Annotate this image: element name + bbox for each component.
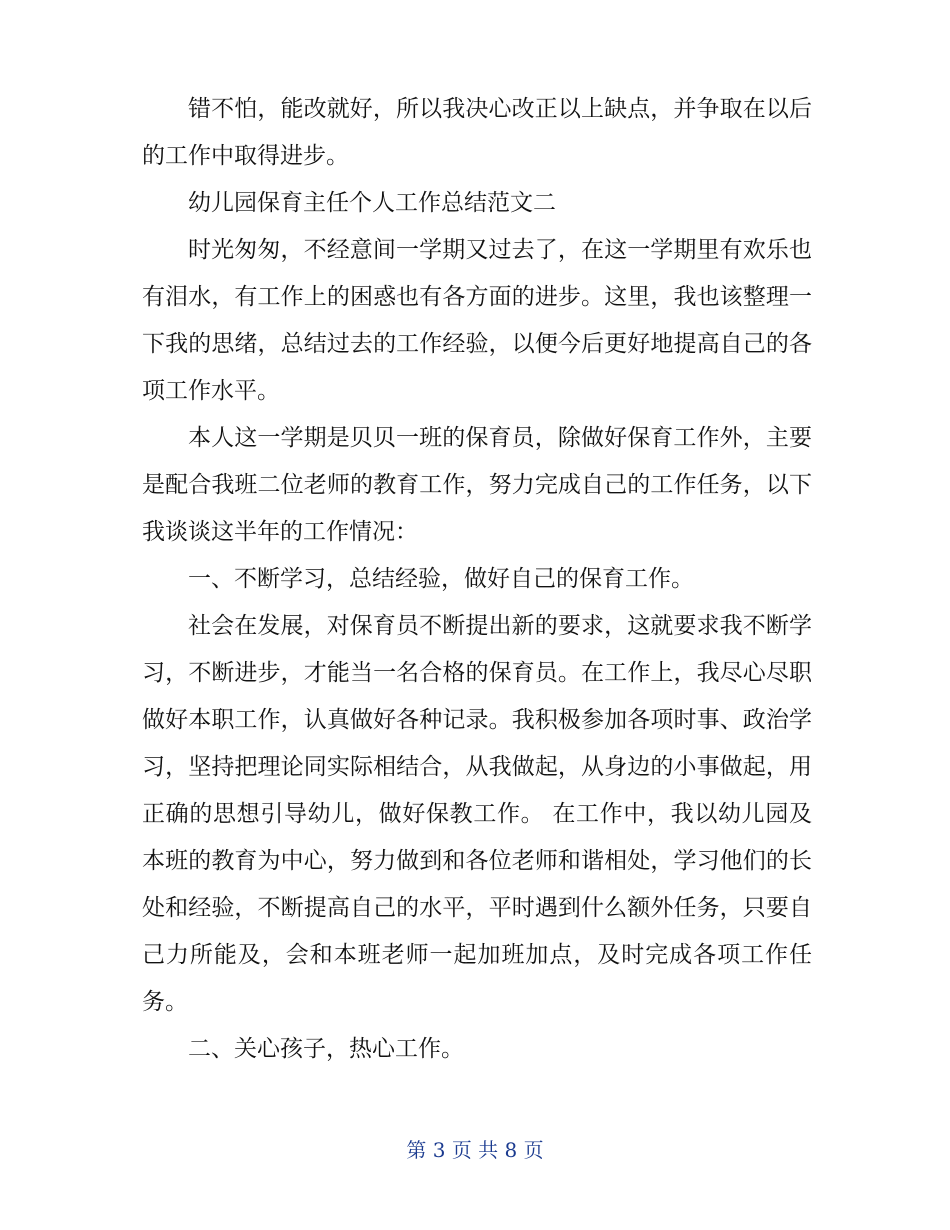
heading-two: 二、关心孩子，热心工作。 (188, 1036, 464, 1062)
document-body (142, 86, 812, 1073)
paragraph-role: 本人这一学期是贝贝一班的保育员，除做好保育工作外，主要是配合我班二位老师的教育工作，努力完成自己的工作任务，以下我谈谈这半年的工作情况： (142, 425, 812, 545)
paragraph-learning: 社会在发展，对保育员不断提出新的要求，这就要求我不断学习，不断进步，才能当一名合格的保育员。在工作上，我尽心尽职做好本职工作，认真做好各种记录。我积极参加各项时事、政治学习，坚持把理论同实际相结合，从我做起，从身边的小事做起，用正确的思想引导幼儿，做好保教工作。 在工作中，我以幼儿园及本班的教育为中心，努力做到和各位老师和谐相处，学习他们的长处和经验，不断提高自己的水平，平时遇到什么额外任务，只要自己力所能及，会和本班老师一起加班加点，及时完成各项工作任务。 (142, 613, 812, 1015)
paragraph-intro: 时光匆匆，不经意间一学期又过去了，在这一学期里有欢乐也有泪水，有工作上的困惑也有各方面的进步。这里，我也该整理一下我的思绪，总结过去的工作经验，以便今后更好地提高自己的各项工作水平。 (142, 237, 812, 404)
section-title: 幼儿园保育主任个人工作总结范文二 (188, 190, 556, 216)
page-number-footer: 第 3 页 共 8 页 (406, 1138, 544, 1162)
paragraph-closing: 错不怕，能改就好，所以我决心改正以上缺点，并争取在以后的工作中取得进步。 (142, 96, 812, 169)
heading-one: 一、不断学习，总结经验，做好自己的保育工作。 (188, 566, 694, 592)
